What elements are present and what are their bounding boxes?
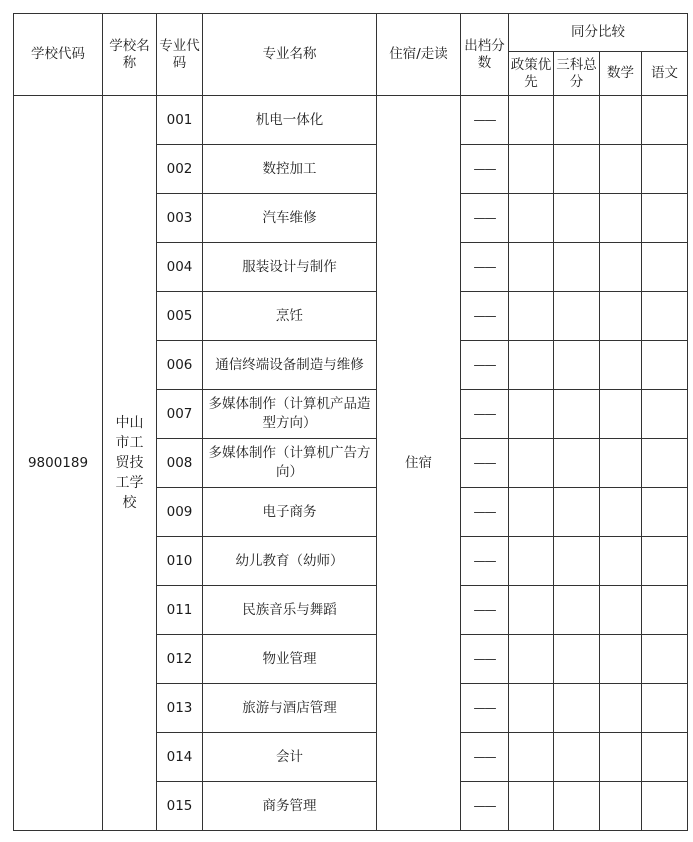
header-program-name: 专业名称 [203, 14, 377, 96]
math-cell [600, 684, 642, 733]
program-name-cell: 物业管理 [203, 635, 377, 684]
chinese-cell [642, 684, 688, 733]
three-subject-total-cell [554, 782, 600, 831]
admission-score-cell [461, 635, 509, 684]
program-code-cell: 001 [157, 96, 203, 145]
chinese-cell [642, 488, 688, 537]
program-name-cell: 旅游与酒店管理 [203, 684, 377, 733]
chinese-cell [642, 341, 688, 390]
math-cell [600, 488, 642, 537]
table-header [14, 14, 688, 96]
program-name-cell: 多媒体制作（计算机广告方向） [203, 439, 377, 488]
program-name-cell: 汽车维修 [203, 194, 377, 243]
school-code-cell: 9800189 [14, 96, 103, 831]
admission-score-cell [461, 194, 509, 243]
chinese-cell [642, 292, 688, 341]
score-dash: —— [473, 406, 496, 421]
three-subject-total-cell [554, 145, 600, 194]
policy-priority-cell [509, 194, 554, 243]
school-name-cell [103, 96, 157, 831]
admission-score-cell [461, 145, 509, 194]
policy-priority-cell [509, 243, 554, 292]
header-school-code: 学校代码 [14, 14, 103, 96]
header-chinese: 语文 [642, 52, 688, 96]
program-code-cell: 013 [157, 684, 203, 733]
score-dash: —— [473, 749, 496, 764]
admission-score-cell [461, 243, 509, 292]
three-subject-total-cell [554, 684, 600, 733]
score-dash: —— [473, 602, 496, 617]
policy-priority-cell [509, 537, 554, 586]
policy-priority-cell [509, 96, 554, 145]
math-cell [600, 96, 642, 145]
three-subject-total-cell [554, 537, 600, 586]
header-policy-priority: 政策优先 [509, 52, 554, 96]
admission-score-cell [461, 733, 509, 782]
three-subject-total-cell [554, 96, 600, 145]
chinese-cell [642, 243, 688, 292]
program-code-cell: 015 [157, 782, 203, 831]
chinese-cell [642, 194, 688, 243]
policy-priority-cell [509, 390, 554, 439]
score-dash: —— [473, 455, 496, 470]
program-name-cell: 电子商务 [203, 488, 377, 537]
chinese-cell [642, 439, 688, 488]
program-code-cell: 007 [157, 390, 203, 439]
three-subject-total-cell [554, 586, 600, 635]
policy-priority-cell [509, 439, 554, 488]
three-subject-total-cell [554, 194, 600, 243]
math-cell [600, 635, 642, 684]
program-name-cell: 服装设计与制作 [203, 243, 377, 292]
math-cell [600, 782, 642, 831]
admission-score-cell [461, 390, 509, 439]
three-subject-total-cell [554, 439, 600, 488]
chinese-cell [642, 733, 688, 782]
program-name-cell: 商务管理 [203, 782, 377, 831]
math-cell [600, 145, 642, 194]
header-school-name: 学校名称 [103, 14, 157, 96]
three-subject-total-cell [554, 292, 600, 341]
policy-priority-cell [509, 145, 554, 194]
program-name-cell: 多媒体制作（计算机产品造型方向） [203, 390, 377, 439]
three-subject-total-cell [554, 341, 600, 390]
math-cell [600, 243, 642, 292]
program-name-cell: 数控加工 [203, 145, 377, 194]
math-cell [600, 537, 642, 586]
program-name-cell: 民族音乐与舞蹈 [203, 586, 377, 635]
header-tie-break: 同分比较 [509, 14, 688, 52]
policy-priority-cell [509, 635, 554, 684]
policy-priority-cell [509, 292, 554, 341]
score-dash: —— [473, 210, 496, 225]
policy-priority-cell [509, 684, 554, 733]
score-dash: —— [473, 504, 496, 519]
program-name-cell: 会计 [203, 733, 377, 782]
three-subject-total-cell [554, 390, 600, 439]
admission-score-cell [461, 488, 509, 537]
three-subject-total-cell [554, 488, 600, 537]
policy-priority-cell [509, 341, 554, 390]
program-name-cell: 幼儿教育（幼师） [203, 537, 377, 586]
score-dash: —— [473, 553, 496, 568]
admission-score-cell [461, 782, 509, 831]
math-cell [600, 194, 642, 243]
program-code-cell: 003 [157, 194, 203, 243]
admission-score-cell [461, 439, 509, 488]
math-cell [600, 586, 642, 635]
chinese-cell [642, 537, 688, 586]
admission-score-table [13, 13, 688, 831]
header-lodging: 住宿/走读 [377, 14, 461, 96]
program-code-cell: 002 [157, 145, 203, 194]
policy-priority-cell [509, 586, 554, 635]
chinese-cell [642, 782, 688, 831]
chinese-cell [642, 390, 688, 439]
chinese-cell [642, 586, 688, 635]
program-code-cell: 011 [157, 586, 203, 635]
header-math: 数学 [600, 52, 642, 96]
math-cell [600, 292, 642, 341]
program-code-cell: 014 [157, 733, 203, 782]
three-subject-total-cell [554, 733, 600, 782]
admission-score-cell [461, 684, 509, 733]
program-name-cell: 机电一体化 [203, 96, 377, 145]
program-code-cell: 004 [157, 243, 203, 292]
three-subject-total-cell [554, 635, 600, 684]
three-subject-total-cell [554, 243, 600, 292]
school-name: 中山市工贸技工学校 [115, 415, 144, 511]
lodging-cell: 住宿 [377, 96, 461, 831]
policy-priority-cell [509, 782, 554, 831]
program-code-cell: 008 [157, 439, 203, 488]
math-cell [600, 733, 642, 782]
program-code-cell: 010 [157, 537, 203, 586]
score-dash: —— [473, 112, 496, 127]
math-cell [600, 341, 642, 390]
score-dash: —— [473, 700, 496, 715]
score-dash: —— [473, 308, 496, 323]
admission-score-cell [461, 341, 509, 390]
math-cell [600, 439, 642, 488]
score-dash: —— [473, 259, 496, 274]
policy-priority-cell [509, 488, 554, 537]
program-code-cell: 006 [157, 341, 203, 390]
chinese-cell [642, 96, 688, 145]
program-code-cell: 009 [157, 488, 203, 537]
header-program-code: 专业代码 [157, 14, 203, 96]
admission-score-cell [461, 292, 509, 341]
score-dash: —— [473, 798, 496, 813]
program-name-cell: 烹饪 [203, 292, 377, 341]
score-dash: —— [473, 651, 496, 666]
table-body [14, 96, 688, 831]
header-three-subject-total: 三科总分 [554, 52, 600, 96]
score-dash: —— [473, 161, 496, 176]
program-code-cell: 012 [157, 635, 203, 684]
header-admission-score: 出档分数 [461, 14, 509, 96]
math-cell [600, 390, 642, 439]
chinese-cell [642, 635, 688, 684]
program-code-cell: 005 [157, 292, 203, 341]
policy-priority-cell [509, 733, 554, 782]
admission-score-cell [461, 537, 509, 586]
program-name-cell: 通信终端设备制造与维修 [203, 341, 377, 390]
admission-score-cell [461, 586, 509, 635]
admission-score-cell [461, 96, 509, 145]
score-dash: —— [473, 357, 496, 372]
chinese-cell [642, 145, 688, 194]
table-row [14, 96, 688, 145]
